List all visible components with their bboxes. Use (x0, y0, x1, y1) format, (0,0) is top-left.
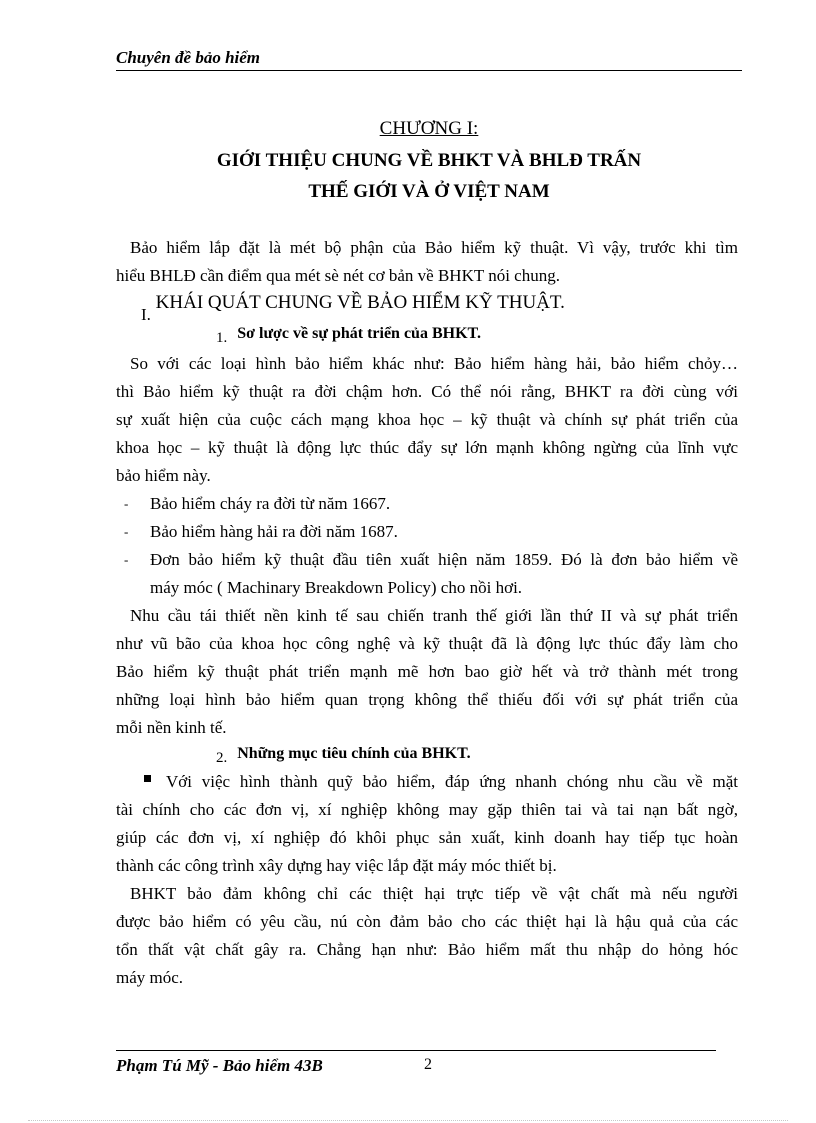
list-item-continuation: máy móc ( Machinary Breakdown Policy) cho nồi hơi. (150, 578, 523, 597)
list-dash: - (124, 524, 129, 539)
paragraph-line: Nhu cầu tái thiết nền kinh tế sau chiến tranh thế giới lần thứ II và sự phát triển (130, 606, 738, 625)
paragraph-line: khoa học – kỹ thuật là động lực thúc đẩy sự lớn mạnh không ngừng của lĩnh vực (116, 438, 738, 457)
intro-line: hiểu BHLĐ cần điểm qua mét sè nét cơ bản về BHKT nói chung. (116, 266, 560, 285)
bullet-line: tài chính cho các đơn vị, xí nghiệp không may gặp thiên tai và tai nạn bất ngờ, (116, 800, 738, 819)
paragraph-line: tổn thất vật chất gây ra. Chẳng hạn như: Bảo hiểm mất thu nhập do hỏng hóc (116, 940, 738, 959)
list-item: Bảo hiểm hàng hải ra đời năm 1687. (150, 522, 398, 541)
footer-author: Phạm Tú Mỹ - Bảo hiểm 43B (116, 1056, 323, 1075)
paragraph-line: sự xuất hiện của cuộc cách mạng khoa học – kỹ thuật và chính sự phát triển của (116, 410, 738, 429)
list-dash: - (124, 552, 129, 567)
chapter-title-line-1: GIỚI THIỆU CHUNG VỀ BHKT VÀ BHLĐ TRẤN (216, 150, 642, 171)
paragraph-line: mỗi nền kinh tế. (116, 718, 227, 737)
list-dash: - (124, 496, 129, 511)
section-1-title: KHÁI QUÁT CHUNG VỀ BẢO HIỂM KỸ THUẬT. (155, 292, 565, 313)
subsection-1-heading (216, 325, 481, 346)
paragraph-line: BHKT bảo đảm không chỉ các thiệt hại trực tiếp về vật chất mà nếu người (130, 884, 738, 903)
page-number: 2 (424, 1056, 432, 1073)
page-bottom-border (28, 1120, 788, 1121)
paragraph-line: So với các loại hình bảo hiểm khác như: Bảo hiểm hàng hải, bảo hiểm chỏy… (130, 354, 738, 373)
bullet-line: giúp các đơn vị, xí nghiệp đó khôi phục sản xuất, kinh doanh hay tiếp tục hoàn (116, 828, 738, 847)
paragraph-line: máy móc. (116, 968, 184, 987)
subsection-2-title: Những mục tiêu chính của BHKT. (237, 745, 471, 762)
header-rule (116, 70, 742, 71)
footer-rule (116, 1050, 716, 1051)
paragraph-line: bảo hiểm này. (116, 466, 211, 485)
paragraph-line: như vũ bão của khoa học công nghệ và kỹ thuật đã là động lực thúc đẩy làm cho (116, 634, 738, 653)
subsection-2-heading (216, 745, 471, 766)
square-bullet-icon (144, 775, 151, 782)
paragraph-line: thì Bảo hiểm kỹ thuật ra đời chậm hơn. Có thể nói rằng, BHKT ra đời cùng với (116, 382, 738, 401)
list-item: Bảo hiểm cháy ra đời từ năm 1667. (150, 494, 391, 513)
paragraph-line: những loại hình bảo hiểm quan trọng không thể thiếu đối với sự phát triển của (116, 690, 738, 709)
list-item: Đơn bảo hiểm kỹ thuật đầu tiên xuất hiện năm 1859. Đó là đơn bảo hiểm về (150, 550, 738, 569)
paragraph-line: Bảo hiểm kỹ thuật phát triển mạnh mẽ hơn bao giờ hết và trở thành mét trong (116, 662, 738, 681)
subsection-2-number: 2. (216, 750, 228, 766)
paragraph-line: được bảo hiểm có yêu cầu, nú còn đảm bảo cho các thiệt hại là hậu quả của các (116, 912, 738, 931)
chapter-label: CHƯƠNG I: (379, 118, 479, 139)
chapter-title-line-2: THẾ GIỚI VÀ Ở VIỆT NAM (308, 181, 550, 202)
subsection-1-title: Sơ lược về sự phát triển của BHKT. (237, 325, 481, 342)
subsection-1-number: 1. (216, 330, 228, 346)
bullet-line: Với việc hình thành quỹ bảo hiểm, đáp ứng nhanh chóng nhu cầu về mặt (166, 772, 738, 791)
bullet-line: thành các công trình xây dựng hay việc lắp đặt máy móc thiết bị. (116, 856, 557, 875)
section-1-number: I. (141, 305, 151, 324)
section-1-heading (141, 292, 565, 324)
intro-line: Bảo hiểm lắp đặt là mét bộ phận của Bảo hiểm kỹ thuật. Vì vậy, trước khi tìm (130, 238, 738, 257)
header-title: Chuyên đề bảo hiểm (116, 48, 261, 67)
